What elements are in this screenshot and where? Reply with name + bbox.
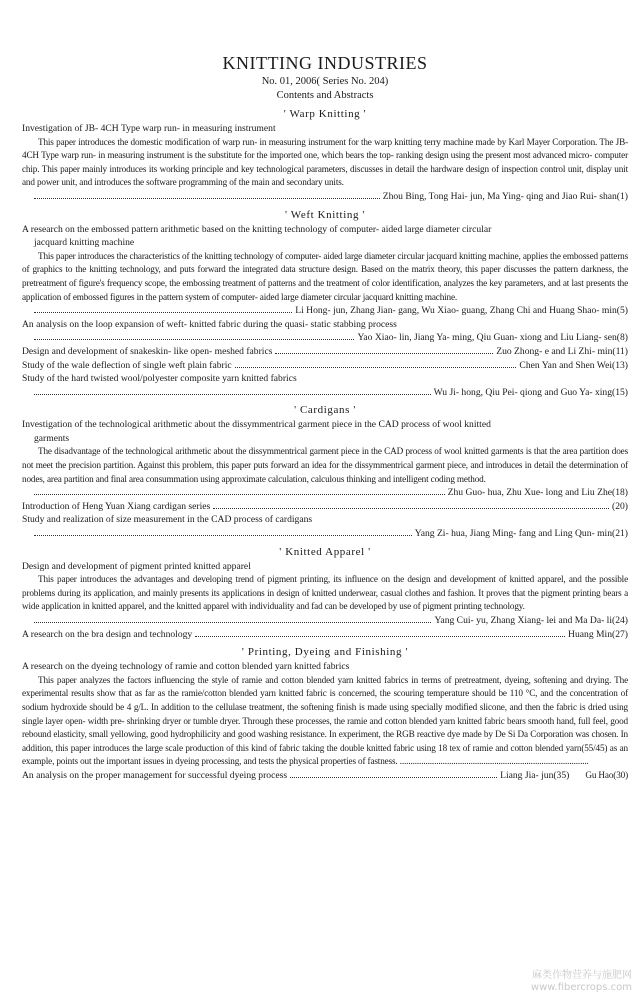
leader-dots [34,339,354,340]
leader-dots: ........................................................................................ [397,756,589,767]
article-entry [22,359,628,373]
leader-dots [34,494,445,495]
article-authors: Yang Zi- hua, Jiang Ming- fang and Ling Qun- min(21) [414,528,628,540]
article-title [22,560,628,574]
section-heading: ' Knitted Apparel ' [279,545,371,558]
issue-number: No. 01, 2006( Series No. 204) [261,76,389,87]
leader-dots [34,198,380,199]
article-authors: Li Hong- jun, Zhang Jian- gang, Wu Xiao- guang, Zhang Chi and Huang Shao- min(5) [295,305,628,317]
article-abstract-text: This paper analyzes the factors influencing the style of ramie and cotton blended yarn knitted fabrics in terms of pretreatment, dyeing, softening and drying. The experimental results show that as far as the ramie/cotton blended yarn knitted fabric is concerned, the scouring temperature should be 110 °C, and the concentration of sodium hydroxide should be 4 g/L. In addition to the cellulase treatment, the softening finish is made using specially modified slicone, and then the fabric is dried using single layer open- width pre- shrinking dryer or tumble dryer. Through these processes, the ramie and cotton blended yarn knitted fabric bears smooth hand, full feel, good rebound elasticity, small yellowing, good hydrophilicity and good washing resistance. In experiment, the RGB reactive dye made by De Si Da Corporation was chosen. In addition, this paper introduces the large scale production of this kind of fabric taking the double knitted fabric using 18 tex of ramie and cotton blended yarn(55/45) as an example, points out the important issues in dyeing processing, and tests the physical properties of fastness. [22,674,628,767]
article-title: Introduction of Heng Yuan Xiang cardigan series [22,500,211,512]
article-title-text: Investigation of the technological arithmetic about the dissymmentrical garment piece in the CAD process of wool knitted [22,419,491,431]
article-title-cont: garments [34,432,70,444]
sections-container [22,107,628,783]
article-authors: Zhou Bing, Tong Hai- jun, Ma Ying- qing and Jiao Rui- shan(1) [382,190,628,202]
article-title-text: A research on the dyeing technology of ramie and cotton blended yarn knitted fabrics [22,661,350,673]
article-title [22,223,628,250]
article-title [22,660,628,674]
article-authors: Zuo Zhong- e and Li Zhi- min(11) [496,345,628,357]
article-title [22,122,628,136]
article-authors-line [22,386,628,400]
article-entry [22,122,628,204]
article-authors-line [22,614,628,628]
section-heading: ' Cardigans ' [294,404,356,417]
article-authors: Wu Ji- hong, Qiu Pei- qiong and Guo Ya- xing(15) [433,386,628,398]
article-entry [22,318,628,345]
article-title-text: Study and realization of size measurement in the CAD process of cardigans [22,514,313,526]
article-title-line [22,628,628,642]
article-title [22,418,628,445]
article-authors-line [22,486,628,500]
article-title-text: An analysis on the loop expansion of weft- knitted fabric during the quasi- static stabbing process [22,318,397,330]
article-title: Design and development of snakeskin- like open- meshed fabrics [22,345,273,357]
article-title [22,513,628,527]
article-title-line [22,359,628,373]
article-authors: Yao Xiao- lin, Jiang Ya- ming, Qiu Guan- xiong and Liu Liang- sen(8) [357,332,628,344]
article-authors: Gu Hao(30) [585,769,628,780]
article-entry [22,223,628,318]
leader-dots [195,636,565,637]
article-authors-line [22,527,628,541]
article-authors: Liang Jia- jun(35) [500,769,570,781]
watermark-line2: www.fibercrops.com [530,982,632,993]
article-title-text: Design and development of pigment printed knitted apparel [22,560,251,572]
leader-dots [34,312,292,313]
article-authors: Yang Cui- yu, Zhang Xiang- lei and Ma Da- li(24) [434,615,628,626]
section-heading: ' Weft Knitting ' [285,208,365,221]
article-entry [22,560,628,628]
article-authors: Huang Min(27) [568,628,628,640]
article-entry [22,418,628,500]
article-authors-line [22,190,628,204]
article-entry [22,513,628,540]
article-title-line [22,769,569,783]
leader-dots [290,777,497,778]
article-title-text: Study of the hard twisted wool/polyester composite yarn knitted fabrics [22,373,297,385]
leader-dots [235,367,517,368]
article-authors: (20) [612,500,628,512]
article-title: Study of the wale deflection of single weft plain fabric [22,359,232,371]
leader-dots [213,508,609,509]
article-authors-line [22,304,628,318]
article-entry [22,628,628,642]
article-abstract: This paper introduces the advantages and developing trend of pigment printing, its influence on the design and development of knitted apparel, and the possible problems during its application, and mainly presents its applications in design of knitted underwear, casual clothes and fashion. It proves that the pigment printing bears a wide application in knitted apparel, and the knitted apparel with individuality and fad can be developed by use of pigment printing technology. [22,574,628,612]
leader-dots [275,353,493,354]
article-title-line [22,345,628,359]
section-heading: ' Warp Knitting ' [283,108,367,120]
journal-title: KNITTING INDUSTRIES [222,53,428,73]
watermark-line1: 麻类作物营养与施肥网 [532,970,632,981]
watermark [531,970,632,994]
article-entry [22,769,628,783]
article-entry [22,345,628,359]
article-title-text: Investigation of JB- 4CH Type warp run- in measuring instrument [22,123,276,134]
article-entry [22,500,628,514]
article-abstract: This paper introduces the domestic modification of warp run- in measuring instrument for the warp knitting terry machine made by Karl Mayer Corporation. The JB- 4CH Type warp run- in measuring instrument is the substitute for the imported one, which bears the top- ranking design using the present most advanced micro- computer chip. This paper mainly introduces its working principle and key technological parameters, discusses in detail the hardware design of inspection control unit, display unit and power unit, and introduces the software programming of the main and secondary units. [22,136,628,188]
article-entry [22,372,628,399]
leader-dots [34,394,431,395]
article-title: An analysis on the proper management for successful dyeing process [22,769,288,781]
contents-page [22,52,628,783]
article-authors: Zhu Guo- hua, Zhu Xue- long and Liu Zhe(18) [447,487,628,499]
leader-dots [34,535,412,536]
article-title [22,372,628,386]
section-heading: ' Printing, Dyeing and Finishing ' [241,646,409,659]
article-authors-line [22,331,628,345]
article-title-line [22,500,628,514]
article-title-text: A research on the embossed pattern arithmetic based on the knitting technology of computer- aided large diameter circular [22,223,492,235]
article-title-cont: jacquard knitting machine [34,237,135,249]
article-title [22,318,628,332]
article-authors: Chen Yan and Shen Wei(13) [519,359,628,371]
page-subtitle: Contents and Abstracts [276,90,374,101]
article-abstract: The disadvantage of the technological arithmetic about the dissymmentrical garment piece in the CAD process of wool knitted garments is that the area partition does not meet the precision partition. Against this problem, this paper puts forward an idea for the dissymmentrical garment piece, and introduces in detail the determination of nodes, area partition and final area consummation using approximate calculation, calculous thinking and intelligent coding method. [22,446,628,484]
leader-dots [34,622,431,623]
article-title: A research on the bra design and technology [22,628,193,640]
article-abstract: This paper introduces the characteristics of the knitting technology of computer- aided large diameter circular jacquard knitting machine, applies the embossed patterns of graphics to the knitting technology, and puts forward the integrated data structure design. Based on the matrix theory, this paper discusses the pattern darkness, the pretreatment of figure's frequency scope, the embossing treatment of patterns and the treatment of color identification, analyzes the key parameters, and at last presents the application of embossed figures in the pattern system of computer- aided large diameter circular jacquard knitting machine. [22,250,628,302]
